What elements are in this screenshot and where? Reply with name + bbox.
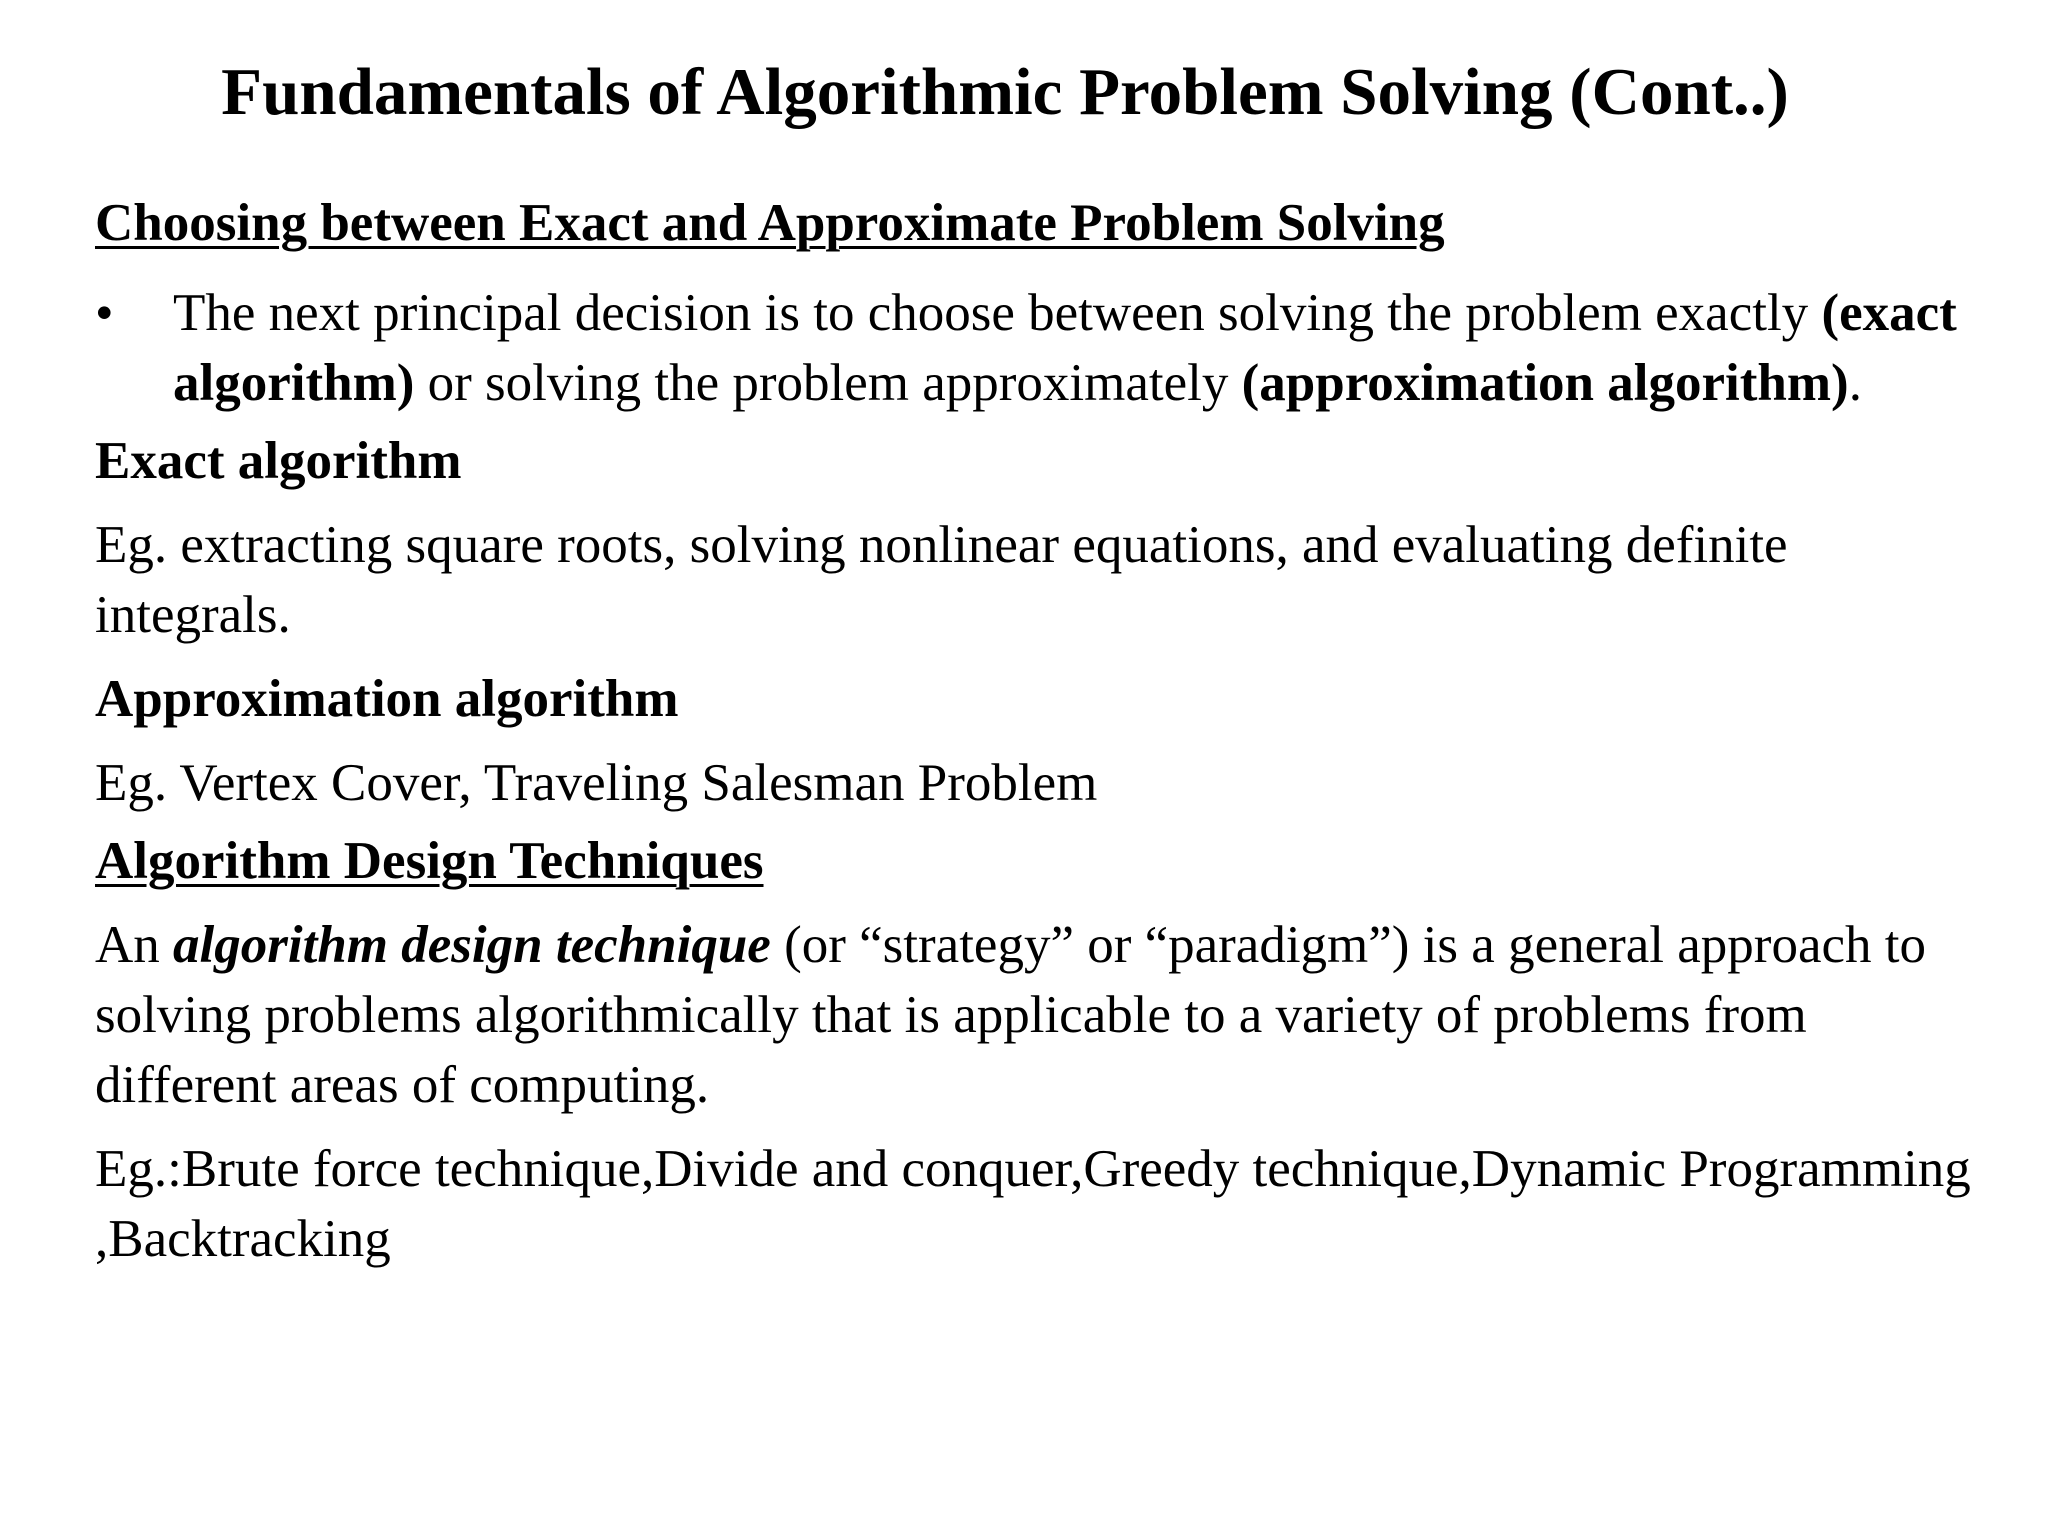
bullet-text-part-1: The next principal decision is to choose between solving the problem exactly <box>173 284 1822 342</box>
bullet-marker: • <box>95 284 114 342</box>
section-heading-exact-vs-approximate <box>95 188 1995 258</box>
definition-text-part-1: An <box>95 916 174 974</box>
bullet-text <box>173 278 1995 418</box>
section-heading-design-techniques <box>95 826 1995 896</box>
section-heading-design-techniques-text: Algorithm Design Techniques <box>95 832 764 890</box>
approximation-algorithm-heading: Approximation algorithm <box>95 670 679 728</box>
exact-algorithm-heading: Exact algorithm <box>95 432 462 490</box>
bullet-bold-approximation-algorithm: (approximation algorithm) <box>1241 354 1849 412</box>
exact-algorithm-example: Eg. extracting square roots, solving nonlinear equations, and evaluating definite integrals. <box>95 516 1788 644</box>
approximation-algorithm-example: Eg. Vertex Cover, Traveling Salesman Problem <box>95 754 1098 812</box>
definition-emphasis: algorithm design technique <box>173 916 771 974</box>
slide-content <box>95 188 1995 1274</box>
design-technique-definition <box>95 910 1995 1120</box>
bullet-bold-exact-algorithm: (exact algorithm) <box>173 284 1957 412</box>
slide-title: Fundamentals of Algorithmic Problem Solving (Cont..) <box>221 55 1789 129</box>
bullet-text-part-2: or solving the problem approximately <box>414 354 1242 412</box>
bullet-item <box>95 278 1995 418</box>
design-techniques-example: Eg.:Brute force technique,Divide and conquer,Greedy technique,Dynamic Programming ,Backtracking <box>95 1140 1971 1268</box>
section-heading-exact-vs-approximate-text: Choosing between Exact and Approximate Problem Solving <box>95 194 1445 252</box>
bullet-text-part-3: . <box>1848 354 1862 412</box>
definition-text-part-2: (or “strategy” or “paradigm”) is a general approach to solving problems algorithmically that is applicable to a variety of problems from different areas of computing. <box>95 916 1926 1114</box>
